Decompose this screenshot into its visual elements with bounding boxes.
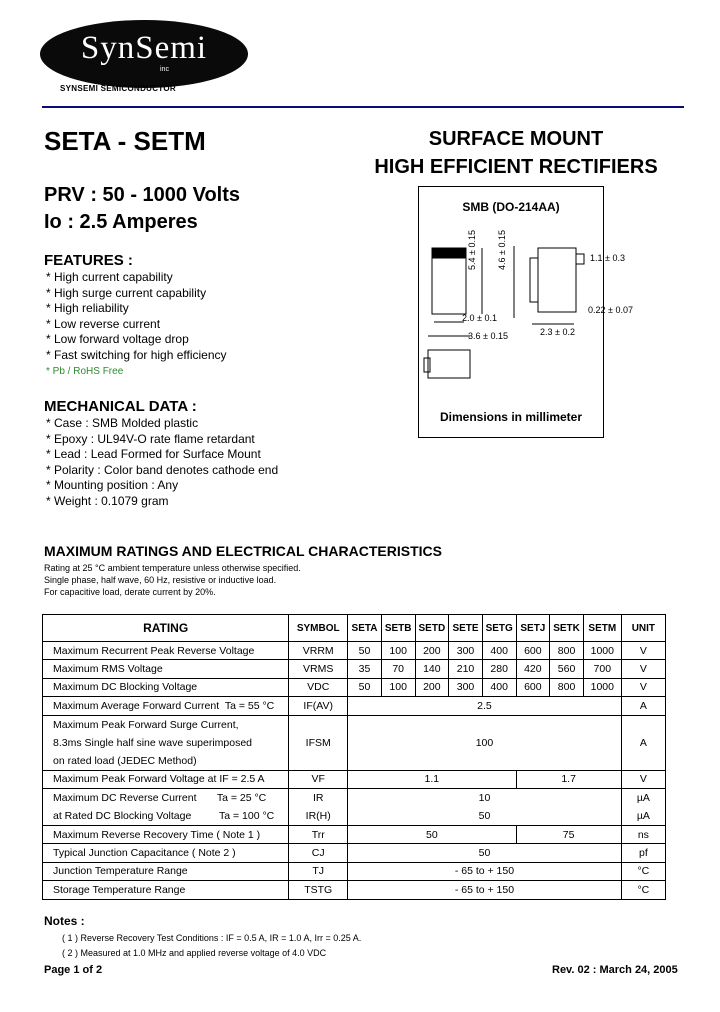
- feature-item: * High surge current capability: [46, 285, 207, 300]
- col-header: UNIT: [621, 615, 665, 642]
- cell: 800: [550, 678, 584, 696]
- col-header: SETA: [348, 615, 382, 642]
- row-symbol-line: IR(H): [305, 809, 331, 822]
- row-desc-line: [53, 807, 288, 825]
- col-header: SETM: [583, 615, 621, 642]
- cell: 420: [516, 660, 550, 678]
- feature-item: * High current capability: [46, 270, 173, 284]
- ratings-conditions: [44, 562, 301, 598]
- note-1: ( 1 ) Reverse Recovery Test Conditions : IF = 0.5 A, IR = 1.0 A, Irr = 0.25 A.: [62, 933, 362, 943]
- page-number: Page 1 of 2: [44, 964, 103, 976]
- cell: 200: [415, 678, 449, 696]
- row-desc: Maximum Peak Forward Voltage at IF = 2.5 A: [43, 770, 289, 788]
- row-unit: [621, 788, 665, 825]
- row-symbol: VRMS: [289, 660, 348, 678]
- package-side-view: [538, 248, 576, 312]
- row-symbol: CJ: [289, 844, 348, 862]
- cell: 70: [381, 660, 415, 678]
- row-condition: Ta = 100 °C: [218, 809, 275, 822]
- row-desc: Maximum DC Blocking Voltage: [43, 678, 289, 696]
- row-desc-text: at Rated DC Blocking Voltage: [53, 809, 192, 822]
- logo-subtitle: SYNSEMI SEMICONDUCTOR: [60, 84, 176, 93]
- row-symbol: VF: [289, 770, 348, 788]
- mechanical-item: * Mounting position : Any: [46, 478, 179, 493]
- col-header: SETJ: [516, 615, 550, 642]
- ratings-note: Rating at 25 °C ambient temperature unless otherwise specified.: [44, 563, 301, 573]
- cell-line: 50: [478, 809, 491, 822]
- row-unit: ns: [621, 825, 665, 843]
- cell: 50: [348, 642, 382, 660]
- row-symbol: Trr: [289, 825, 348, 843]
- row-desc: [43, 715, 289, 770]
- dim-label: 0.22 ± 0.07: [588, 305, 633, 315]
- cell: 1000: [583, 678, 621, 696]
- row-symbol: IFSM: [289, 715, 348, 770]
- row-desc-line: on rated load (JEDEC Method): [53, 754, 197, 767]
- row-unit: V: [621, 660, 665, 678]
- row-desc: Storage Temperature Range: [43, 881, 289, 899]
- package-caption: Dimensions in millimeter: [439, 410, 583, 424]
- row-unit-line: µA: [636, 809, 650, 822]
- row-condition: Ta = 25 °C: [216, 791, 267, 804]
- features-heading: FEATURES :: [44, 252, 133, 269]
- cell: 600: [516, 642, 550, 660]
- title-line-2: HIGH EFFICIENT RECTIFIERS: [374, 156, 658, 178]
- table-row: [43, 825, 666, 843]
- prv-rating: PRV : 50 - 1000 Volts: [44, 184, 241, 206]
- table-row: [43, 788, 666, 825]
- feature-item-rohs: * Pb / RoHS Free: [46, 365, 124, 377]
- lead: [576, 254, 584, 264]
- row-desc-text: Maximum DC Reverse Current: [53, 791, 197, 804]
- note-2: ( 2 ) Measured at 1.0 MHz and applied reverse voltage of 4.0 VDC: [62, 948, 327, 958]
- row-desc: Maximum Reverse Recovery Time ( Note 1 ): [43, 825, 289, 843]
- row-desc-line: 8.3ms Single half sine wave superimposed: [53, 736, 253, 749]
- row-condition: Ta = 55 °C: [224, 699, 275, 712]
- row-desc: [43, 788, 289, 825]
- dim-label: 4.6 ± 0.15: [497, 230, 507, 270]
- cell: 100: [381, 678, 415, 696]
- cell: 50: [348, 825, 516, 843]
- table-row: [43, 844, 666, 862]
- cell: 300: [449, 678, 483, 696]
- revision-date: Rev. 02 : March 24, 2005: [552, 964, 678, 976]
- row-desc: [43, 697, 289, 715]
- table-row: [43, 697, 666, 715]
- row-unit: °C: [621, 881, 665, 899]
- title-line-1: SURFACE MOUNT: [428, 128, 604, 150]
- cell: 210: [449, 660, 483, 678]
- part-range-title: SETA - SETM: [44, 126, 206, 156]
- row-desc: Maximum Recurrent Peak Reverse Voltage: [43, 642, 289, 660]
- row-desc-line: [53, 789, 288, 807]
- cell: 1.7: [516, 770, 621, 788]
- row-unit-line: µA: [636, 791, 650, 804]
- col-header: SYMBOL: [289, 615, 348, 642]
- row-symbol: VDC: [289, 678, 348, 696]
- table-row: [43, 862, 666, 880]
- row-desc: Typical Junction Capacitance ( Note 2 ): [43, 844, 289, 862]
- cell: 280: [482, 660, 516, 678]
- dim-label: 1.1 ± 0.3: [590, 253, 625, 263]
- mechanical-list: [46, 416, 386, 510]
- cell: 200: [415, 642, 449, 660]
- mechanical-item: * Epoxy : UL94V-O rate flame retardant: [46, 431, 255, 446]
- mechanical-item: * Case : SMB Molded plastic: [46, 416, 199, 430]
- cell: 700: [583, 660, 621, 678]
- dim-label: 2.3 ± 0.2: [540, 327, 575, 337]
- row-unit: pf: [621, 844, 665, 862]
- col-header: SETE: [449, 615, 483, 642]
- cell: 2.5: [348, 697, 622, 715]
- cell: 100: [348, 715, 622, 770]
- row-symbol: [289, 788, 348, 825]
- feature-item: * Fast switching for high efficiency: [46, 347, 227, 362]
- lead: [530, 258, 538, 302]
- col-header: SETK: [550, 615, 584, 642]
- cell-line: 10: [478, 791, 491, 804]
- logo-inc: inc: [160, 66, 169, 73]
- package-name: SMB (DO-214AA): [462, 200, 560, 214]
- cell: 50: [348, 844, 622, 862]
- row-unit: V: [621, 642, 665, 660]
- col-header: SETG: [482, 615, 516, 642]
- row-unit: A: [621, 697, 665, 715]
- mechanical-item: * Lead : Lead Formed for Surface Mount: [46, 447, 261, 462]
- notes-heading: Notes :: [44, 914, 85, 928]
- cell: 400: [482, 678, 516, 696]
- cell: 140: [415, 660, 449, 678]
- row-desc: Junction Temperature Range: [43, 862, 289, 880]
- package-outline-drawing: [420, 218, 602, 394]
- table-row: [43, 660, 666, 678]
- cell: 100: [381, 642, 415, 660]
- table-header-row: [43, 615, 666, 642]
- cell: 1.1: [348, 770, 516, 788]
- table-row: [43, 881, 666, 899]
- cell: 800: [550, 642, 584, 660]
- row-unit: °C: [621, 862, 665, 880]
- row-unit: V: [621, 678, 665, 696]
- cell: 35: [348, 660, 382, 678]
- cell: 600: [516, 678, 550, 696]
- features-list: [46, 270, 346, 379]
- ratings-note: For capacitive load, derate current by 20%.: [44, 587, 216, 597]
- row-desc-line: Maximum Peak Forward Surge Current,: [53, 718, 239, 731]
- cell: 300: [449, 642, 483, 660]
- table-row: [43, 678, 666, 696]
- cell: 50: [348, 678, 382, 696]
- row-symbol: TJ: [289, 862, 348, 880]
- dim-label: 5.4 ± 0.15: [467, 230, 477, 270]
- row-desc-text: Maximum Average Forward Current: [53, 699, 220, 712]
- dim-label: 2.0 ± 0.1: [462, 313, 497, 323]
- cell: - 65 to + 150: [348, 881, 622, 899]
- cell: 400: [482, 642, 516, 660]
- row-symbol-line: IR: [312, 791, 324, 804]
- mechanical-item: * Polarity : Color band denotes cathode end: [46, 462, 279, 477]
- feature-item: * Low reverse current: [46, 316, 161, 331]
- row-desc: Maximum RMS Voltage: [43, 660, 289, 678]
- cathode-band: [432, 248, 466, 258]
- cell: 1000: [583, 642, 621, 660]
- package-front-view: [428, 350, 470, 378]
- table-row: [43, 770, 666, 788]
- lead: [424, 358, 430, 372]
- io-rating: Io : 2.5 Amperes: [44, 211, 198, 233]
- dim-label: 3.6 ± 0.15: [468, 331, 508, 341]
- col-header: RATING: [43, 615, 289, 642]
- row-symbol: IF(AV): [289, 697, 348, 715]
- ratings-note: Single phase, half wave, 60 Hz, resistive or inductive load.: [44, 575, 277, 585]
- ratings-heading: MAXIMUM RATINGS AND ELECTRICAL CHARACTERISTICS: [44, 543, 442, 559]
- row-symbol: VRRM: [289, 642, 348, 660]
- feature-item: * Low forward voltage drop: [46, 332, 189, 347]
- mechanical-heading: MECHANICAL DATA :: [44, 398, 197, 415]
- feature-item: * High reliability: [46, 301, 129, 316]
- cell: [348, 788, 622, 825]
- row-unit: V: [621, 770, 665, 788]
- table-row: [43, 642, 666, 660]
- row-symbol: TSTG: [289, 881, 348, 899]
- header-rule: [42, 106, 684, 108]
- cell: - 65 to + 150: [348, 862, 622, 880]
- row-unit: A: [621, 715, 665, 770]
- cell: 560: [550, 660, 584, 678]
- mechanical-item: * Weight : 0.1079 gram: [46, 493, 169, 508]
- logo-text: SynSemi: [80, 30, 208, 66]
- table-row: [43, 715, 666, 770]
- col-header: SETD: [415, 615, 449, 642]
- ratings-table: [42, 614, 666, 900]
- col-header: SETB: [381, 615, 415, 642]
- cell: 75: [516, 825, 621, 843]
